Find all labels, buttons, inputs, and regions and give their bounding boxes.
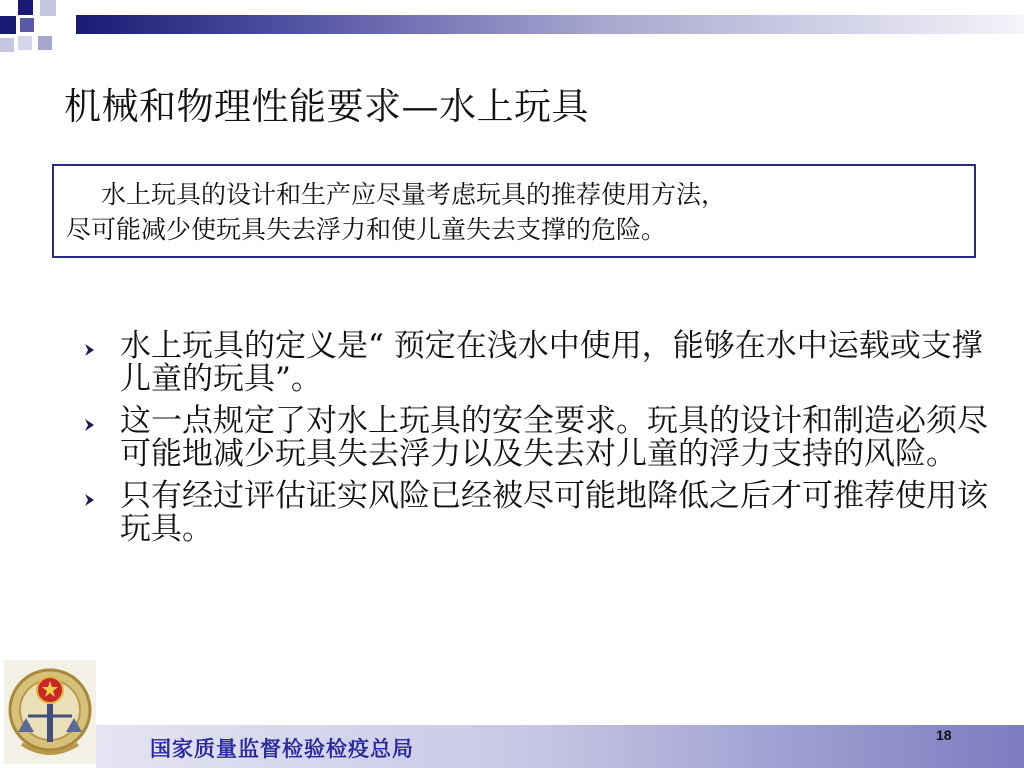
slide-title: 机械和物理性能要求—水上玩具 (64, 85, 589, 128)
footer-organization: 国家质量监督检验检疫总局 (150, 736, 414, 761)
bullet-list (80, 330, 990, 555)
bullet-text: 这一点规定了对水上玩具的安全要求。玩具的设计和制造必须尽可能地减少玩具失去浮力以及失去对儿童的浮力支持的风险。 (120, 403, 988, 472)
arrow-bullet-icon (82, 342, 98, 358)
arrow-bullet-icon (82, 492, 98, 508)
bullet-text: 只有经过评估证实风险已经被尽可能地降低之后才可推荐使用该玩具。 (120, 478, 988, 547)
bullet-text: 水上玩具的定义是“ 预定在浅水中使用，能够在水中运载或支撑儿童的玩具”。 (120, 328, 983, 397)
callout-line-2: 尽可能减少使玩具失去浮力和使儿童失去支撑的危险。 (66, 215, 667, 244)
callout-line-1: 水上玩具的设计和生产应尽量考虑玩具的推荐使用方法， (101, 180, 727, 209)
list-item (80, 330, 990, 396)
arrow-bullet-icon (82, 417, 98, 433)
list-item (80, 480, 990, 546)
national-emblem-logo (4, 660, 96, 764)
header-gradient-bar (76, 15, 1024, 34)
callout-box (52, 164, 976, 258)
list-item (80, 405, 990, 471)
page-number: 18 (936, 727, 952, 743)
corner-decoration (0, 0, 80, 62)
